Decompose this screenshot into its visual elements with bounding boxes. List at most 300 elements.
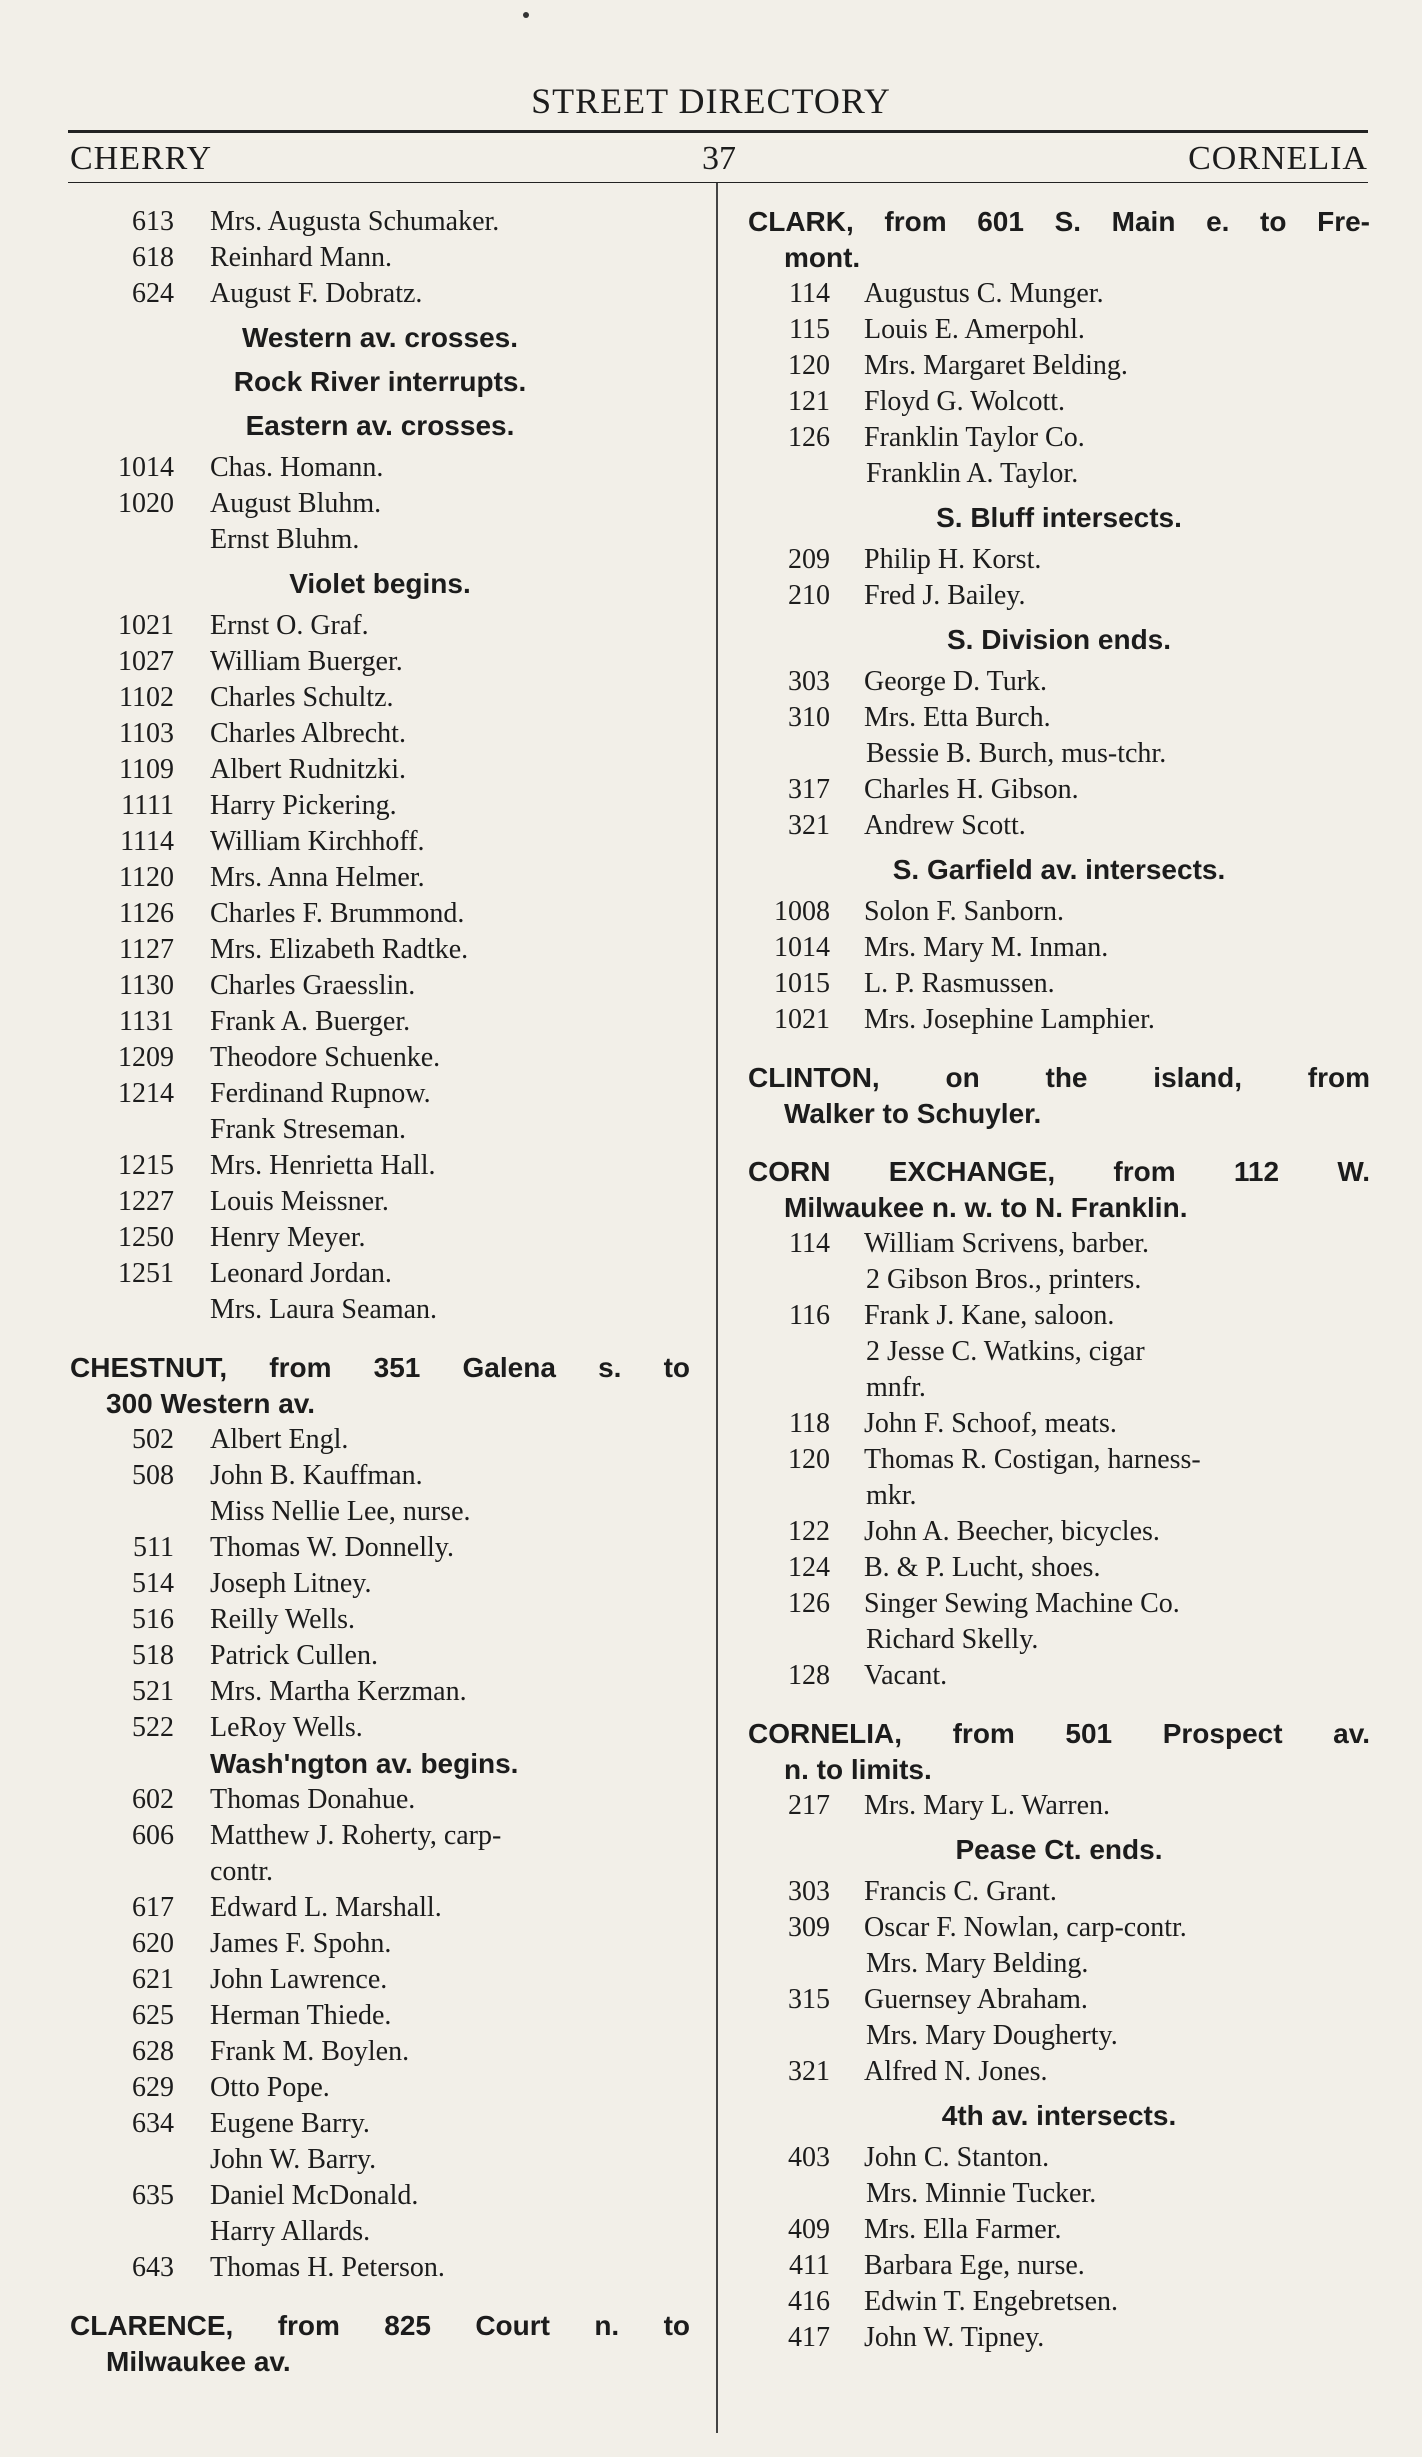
directory-entry [70, 1602, 690, 1638]
house-number: 624 [132, 278, 174, 309]
resident-name: Albert Rudnitzki. [210, 754, 406, 785]
resident-name: William Scrivens, barber. [864, 1228, 1150, 1259]
directory-entry [748, 2140, 1370, 2176]
directory-entry [70, 2142, 690, 2178]
resident-name: mkr. [866, 1480, 917, 1511]
house-number: 521 [132, 1676, 174, 1707]
resident-name: Charles F. Brummond. [210, 898, 465, 929]
directory-entry [748, 1788, 1370, 1824]
street-heading [748, 1716, 1370, 1788]
resident-name: Charles Schultz. [210, 682, 394, 713]
resident-name: Mrs. Anna Helmer. [210, 862, 425, 893]
resident-name: Thomas H. Peterson. [210, 2252, 445, 2283]
house-number: 115 [789, 314, 830, 345]
resident-name: Louis Meissner. [210, 1186, 389, 1217]
resident-name: Patrick Cullen. [210, 1640, 378, 1671]
resident-name: Mrs. Josephine Lamphier. [864, 1004, 1155, 1035]
directory-entry [70, 860, 690, 896]
resident-name: August F. Dobratz. [210, 278, 423, 309]
directory-entry [70, 608, 690, 644]
resident-name: John W. Barry. [210, 2144, 377, 2175]
directory-entry [70, 1566, 690, 1602]
directory-entry [70, 486, 690, 522]
resident-name: Leonard Jordan. [210, 1258, 392, 1289]
resident-name: Matthew J. Roherty, carp- [210, 1820, 502, 1851]
resident-name: Ernst Bluhm. [210, 524, 360, 555]
street-heading-line: CORN EXCHANGE, from 112 W. [748, 1156, 1370, 1187]
street-heading-line: Milwaukee av. [106, 2346, 291, 2377]
directory-entry [748, 1226, 1370, 1262]
resident-name: Philip H. Korst. [864, 544, 1042, 575]
directory-entry [748, 456, 1370, 492]
house-number [70, 1854, 174, 1890]
house-number: 114 [789, 278, 830, 309]
house-number: 321 [788, 2056, 830, 2087]
ink-dot [523, 12, 529, 18]
directory-entry [70, 1890, 690, 1926]
directory-entry [748, 1478, 1370, 1514]
directory-entry [70, 2214, 690, 2250]
house-number [748, 1262, 830, 1298]
resident-name: LeRoy Wells. [210, 1712, 363, 1743]
house-number: 606 [132, 1820, 174, 1851]
resident-name: contr. [210, 1856, 273, 1887]
resident-name: Mrs. Margaret Belding. [864, 350, 1128, 381]
house-number [748, 736, 830, 772]
resident-name: John F. Schoof, meats. [864, 1408, 1117, 1439]
directory-entry [748, 736, 1370, 772]
resident-name: Mrs. Mary L. Warren. [864, 1790, 1111, 1821]
house-number: 629 [132, 2072, 174, 2103]
directory-entry [748, 1262, 1370, 1298]
house-number: 1131 [119, 1006, 174, 1037]
house-number [748, 1334, 830, 1370]
resident-name: Miss Nellie Lee, nurse. [210, 1496, 471, 1527]
resident-name: Reinhard Mann. [210, 242, 392, 273]
resident-name: Otto Pope. [210, 2072, 330, 2103]
street-heading [70, 1350, 690, 1422]
street-heading-line: CLARK, from 601 S. Main e. to Fre- [748, 206, 1370, 237]
directory-entry [748, 2320, 1370, 2356]
directory-entry [748, 930, 1370, 966]
directory-entry [70, 522, 690, 558]
resident-name: James F. Spohn. [210, 1928, 392, 1959]
directory-entry [70, 824, 690, 860]
directory-entry [70, 2070, 690, 2106]
house-number: 121 [788, 386, 830, 417]
house-number: 1130 [119, 970, 174, 1001]
street-heading-line: CLARENCE, from 825 Court n. to [70, 2310, 690, 2341]
resident-name: Thomas R. Costigan, harness- [864, 1444, 1201, 1475]
resident-name: August Bluhm. [210, 488, 382, 519]
directory-entry [748, 1514, 1370, 1550]
resident-name: Mrs. Minnie Tucker. [866, 2178, 1097, 2209]
directory-entry [748, 420, 1370, 456]
resident-name: Mrs. Etta Burch. [864, 702, 1051, 733]
resident-name: Frank M. Boylen. [210, 2036, 410, 2067]
house-number: 1251 [118, 1258, 174, 1289]
house-number: 1014 [118, 452, 174, 483]
house-number: 409 [788, 2214, 830, 2245]
left-column [70, 204, 690, 2380]
cross-street-note: Wash'ngton av. begins. [210, 1748, 519, 1779]
resident-name: Albert Engl. [210, 1424, 349, 1455]
resident-name: Augustus C. Munger. [864, 278, 1104, 309]
house-number: 310 [788, 702, 830, 733]
column-divider [716, 183, 718, 2433]
page-title: STREET DIRECTORY [531, 81, 891, 121]
directory-entry [748, 384, 1370, 420]
house-number [70, 1494, 174, 1530]
street-heading [748, 1060, 1370, 1132]
directory-entry [70, 1854, 690, 1890]
resident-name: Franklin A. Taylor. [866, 458, 1079, 489]
directory-entry [70, 752, 690, 788]
house-number: 511 [133, 1532, 174, 1563]
resident-name: John W. Tipney. [864, 2322, 1045, 2353]
street-heading [748, 204, 1370, 276]
resident-name: Thomas W. Donnelly. [210, 1532, 454, 1563]
resident-name: Edwin T. Engebretsen. [864, 2286, 1119, 2317]
directory-entry [748, 1406, 1370, 1442]
resident-name: Fred J. Bailey. [864, 580, 1026, 611]
directory-entry [748, 2054, 1370, 2090]
house-number: 120 [788, 350, 830, 381]
street-heading-line: mont. [784, 242, 861, 273]
house-number: 1209 [118, 1042, 174, 1073]
resident-name: Frank J. Kane, saloon. [864, 1300, 1115, 1331]
directory-entry [748, 276, 1370, 312]
resident-name: Andrew Scott. [864, 810, 1026, 841]
house-number: 635 [132, 2180, 174, 2211]
resident-name: Alfred N. Jones. [864, 2056, 1048, 2087]
house-number: 1114 [120, 826, 174, 857]
house-number: 321 [788, 810, 830, 841]
directory-entry [748, 894, 1370, 930]
header-left-street: CHERRY [70, 140, 213, 177]
header-rule-top [68, 130, 1368, 133]
street-heading-line: Walker to Schuyler. [784, 1098, 1042, 1129]
directory-entry [70, 240, 690, 276]
directory-entry [70, 2034, 690, 2070]
directory-entry [748, 312, 1370, 348]
house-number [748, 2018, 830, 2054]
street-heading [70, 2308, 690, 2380]
house-number: 416 [788, 2286, 830, 2317]
resident-name: Richard Skelly. [866, 1624, 1039, 1655]
house-number: 303 [788, 666, 830, 697]
house-number: 403 [788, 2142, 830, 2173]
directory-entry [748, 2284, 1370, 2320]
header-rule-bottom [68, 182, 1368, 183]
house-number: 508 [132, 1460, 174, 1491]
resident-name: William Kirchhoff. [210, 826, 425, 857]
cross-street-note: S. Division ends. [946, 624, 1172, 655]
house-number [748, 1622, 830, 1658]
directory-entry [70, 450, 690, 486]
directory-entry [70, 1256, 690, 1292]
house-number: 124 [788, 1552, 830, 1583]
resident-name: Frank Streseman. [210, 1114, 406, 1145]
resident-name: Harry Allards. [210, 2216, 371, 2247]
cross-street-note: Violet begins. [289, 568, 471, 599]
house-number: 1027 [118, 646, 174, 677]
house-number [70, 2214, 174, 2250]
house-number: 210 [788, 580, 830, 611]
house-number: 217 [788, 1790, 830, 1821]
resident-name: Mrs. Mary Belding. [866, 1948, 1089, 1979]
directory-entry [70, 896, 690, 932]
house-number: 617 [132, 1892, 174, 1923]
house-number: 1103 [119, 718, 174, 749]
house-number: 126 [788, 1588, 830, 1619]
directory-entry [70, 1004, 690, 1040]
resident-name: Franklin Taylor Co. [864, 422, 1085, 453]
directory-entry [70, 2106, 690, 2142]
resident-name: Ferdinand Rupnow. [210, 1078, 431, 1109]
directory-entry [748, 1002, 1370, 1038]
house-number [748, 1946, 830, 1982]
cross-street-note: S. Bluff intersects. [936, 502, 1182, 533]
house-number: 1127 [119, 934, 174, 965]
street-heading-line: CORNELIA, from 501 Prospect av. [748, 1718, 1370, 1749]
resident-name: Mrs. Martha Kerzman. [210, 1676, 467, 1707]
directory-entry [70, 1782, 690, 1818]
house-number: 122 [788, 1516, 830, 1547]
house-number [70, 2142, 174, 2178]
resident-name: Charles H. Gibson. [864, 774, 1079, 805]
cross-street-note: Eastern av. crosses. [245, 410, 515, 441]
right-column [748, 204, 1370, 2356]
directory-entry [70, 1674, 690, 1710]
house-number: 502 [132, 1424, 174, 1455]
resident-name: Frank A. Buerger. [210, 1006, 411, 1037]
house-number: 514 [132, 1568, 174, 1599]
directory-entry [748, 1370, 1370, 1406]
resident-name: Vacant. [864, 1660, 948, 1691]
resident-name: John Lawrence. [210, 1964, 388, 1995]
resident-name: Mrs. Laura Seaman. [210, 1294, 438, 1325]
house-number: 114 [789, 1228, 830, 1259]
house-number: 315 [788, 1984, 830, 2015]
directory-entry [70, 1638, 690, 1674]
house-number: 522 [132, 1712, 174, 1743]
directory-entry [70, 1292, 690, 1328]
directory-entry [748, 2176, 1370, 2212]
resident-name: Eugene Barry. [210, 2108, 370, 2139]
house-number: 1215 [118, 1150, 174, 1181]
resident-name: L. P. Rasmussen. [864, 968, 1055, 999]
resident-name: Mrs. Ella Farmer. [864, 2214, 1062, 2245]
street-heading-line: Milwaukee n. w. to N. Franklin. [784, 1192, 1188, 1223]
resident-name: Guernsey Abraham. [864, 1984, 1088, 2015]
resident-name: Daniel McDonald. [210, 2180, 419, 2211]
house-number: 1102 [119, 682, 174, 713]
house-number: 317 [788, 774, 830, 805]
house-number: 1111 [121, 790, 174, 821]
directory-entry [70, 788, 690, 824]
house-number: 209 [788, 544, 830, 575]
cross-street-note: 4th av. intersects. [941, 2100, 1177, 2131]
right-column-list [748, 204, 1370, 2356]
directory-entry [70, 1998, 690, 2034]
resident-name: Ernst O. Graf. [210, 610, 369, 641]
resident-name: Herman Thiede. [210, 2000, 392, 2031]
resident-name: Theodore Schuenke. [210, 1042, 441, 1073]
house-number: 116 [789, 1300, 830, 1331]
resident-name: Oscar F. Nowlan, carp-contr. [864, 1912, 1187, 1943]
house-number: 126 [788, 422, 830, 453]
house-number: 625 [132, 2000, 174, 2031]
cross-street-note: Rock River interrupts. [233, 366, 527, 397]
directory-entry [70, 1184, 690, 1220]
directory-entry [748, 1586, 1370, 1622]
house-number: 1109 [119, 754, 174, 785]
street-heading-line: n. to limits. [784, 1754, 932, 1785]
directory-entry [70, 932, 690, 968]
cross-street-note: Western av. crosses. [241, 322, 518, 353]
resident-name: B. & P. Lucht, shoes. [864, 1552, 1101, 1583]
directory-entry [748, 1982, 1370, 2018]
resident-name: Harry Pickering. [210, 790, 397, 821]
house-number [748, 456, 830, 492]
directory-entry [70, 1040, 690, 1076]
resident-name: Thomas Donahue. [210, 1784, 416, 1815]
resident-name: Mrs. Mary M. Inman. [864, 932, 1109, 963]
header-right-street: CORNELIA [1188, 140, 1368, 177]
directory-entry [748, 664, 1370, 700]
directory-entry [748, 2212, 1370, 2248]
directory-entry [70, 1818, 690, 1854]
house-number: 1021 [774, 1004, 830, 1035]
cross-street-note: S. Garfield av. intersects. [892, 854, 1226, 885]
directory-entry [748, 1550, 1370, 1586]
directory-entry [70, 1494, 690, 1530]
house-number: 1227 [118, 1186, 174, 1217]
directory-entry [70, 276, 690, 312]
directory-entry [748, 1658, 1370, 1694]
directory-entry [70, 1530, 690, 1566]
resident-name: Solon F. Sanborn. [864, 896, 1065, 927]
directory-entry [748, 1334, 1370, 1370]
street-heading-line: CHESTNUT, from 351 Galena s. to [70, 1352, 690, 1383]
house-number: 1021 [118, 610, 174, 641]
directory-entry [748, 1910, 1370, 1946]
house-number: 643 [132, 2252, 174, 2283]
directory-entry [748, 1622, 1370, 1658]
directory-entry [70, 204, 690, 240]
resident-name: Chas. Homann. [210, 452, 384, 483]
directory-entry [70, 1422, 690, 1458]
resident-name: John C. Stanton. [864, 2142, 1050, 2173]
resident-name: Edward L. Marshall. [210, 1892, 442, 1923]
house-number: 634 [132, 2108, 174, 2139]
house-number [70, 1292, 174, 1328]
house-number [748, 2176, 830, 2212]
directory-entry [70, 1926, 690, 1962]
resident-name: Singer Sewing Machine Co. [864, 1588, 1180, 1619]
resident-name: 2 Jesse C. Watkins, cigar [866, 1336, 1145, 1367]
directory-entry [748, 700, 1370, 736]
resident-name: John A. Beecher, bicycles. [864, 1516, 1160, 1547]
directory-entry [70, 1076, 690, 1112]
directory-entry [70, 1458, 690, 1494]
resident-name: George D. Turk. [864, 666, 1048, 697]
house-number: 620 [132, 1928, 174, 1959]
house-number: 120 [788, 1444, 830, 1475]
resident-name: Mrs. Mary Dougherty. [866, 2020, 1118, 2051]
directory-entry [70, 968, 690, 1004]
street-heading-line: 300 Western av. [106, 1388, 316, 1419]
resident-name: Bessie B. Burch, mus-tchr. [866, 738, 1167, 769]
directory-entry [70, 1112, 690, 1148]
directory-entry [748, 966, 1370, 1002]
street-heading-line: CLINTON, on the island, from [748, 1062, 1370, 1093]
directory-entry [70, 680, 690, 716]
directory-entry [70, 716, 690, 752]
house-number: 621 [132, 1964, 174, 1995]
resident-name: 2 Gibson Bros., printers. [866, 1264, 1142, 1295]
house-number: 309 [788, 1912, 830, 1943]
house-number: 128 [788, 1660, 830, 1691]
directory-entry [748, 1946, 1370, 1982]
house-number: 1214 [118, 1078, 174, 1109]
running-header [70, 140, 1368, 182]
directory-entry [748, 348, 1370, 384]
directory-entry [748, 542, 1370, 578]
resident-name: Joseph Litney. [210, 1568, 372, 1599]
resident-name: Reilly Wells. [210, 1604, 356, 1635]
directory-entry [748, 1874, 1370, 1910]
resident-name: Barbara Ege, nurse. [864, 2250, 1085, 2281]
house-number [70, 522, 174, 558]
house-number: 1008 [774, 896, 830, 927]
house-number: 602 [132, 1784, 174, 1815]
directory-entry [748, 1298, 1370, 1334]
resident-name: Mrs. Elizabeth Radtke. [210, 934, 469, 965]
left-column-list [70, 204, 690, 2380]
resident-name: Henry Meyer. [210, 1222, 366, 1253]
resident-name: Mrs. Henrietta Hall. [210, 1150, 436, 1181]
house-number: 1015 [774, 968, 830, 999]
house-number: 618 [132, 242, 174, 273]
house-number: 516 [132, 1604, 174, 1635]
directory-entry [70, 1220, 690, 1256]
house-number: 417 [788, 2322, 830, 2353]
house-number: 1020 [118, 488, 174, 519]
directory-entry [70, 2250, 690, 2286]
cross-street-note: Pease Ct. ends. [955, 1834, 1163, 1865]
directory-entry [748, 808, 1370, 844]
resident-name: Floyd G. Wolcott. [864, 386, 1066, 417]
house-number: 518 [132, 1640, 174, 1671]
page-number: 37 [702, 140, 736, 177]
house-number: 303 [788, 1876, 830, 1907]
resident-name: Louis E. Amerpohl. [864, 314, 1085, 345]
house-number: 411 [789, 2250, 830, 2281]
directory-entry [748, 2248, 1370, 2284]
house-number: 628 [132, 2036, 174, 2067]
house-number: 118 [789, 1408, 830, 1439]
resident-name: John B. Kauffman. [210, 1460, 423, 1491]
house-number: 1126 [119, 898, 174, 929]
directory-entry [748, 578, 1370, 614]
house-number [70, 1112, 174, 1148]
resident-name: Charles Albrecht. [210, 718, 406, 749]
street-heading [748, 1154, 1370, 1226]
directory-entry [748, 2018, 1370, 2054]
house-number: 613 [132, 206, 174, 237]
